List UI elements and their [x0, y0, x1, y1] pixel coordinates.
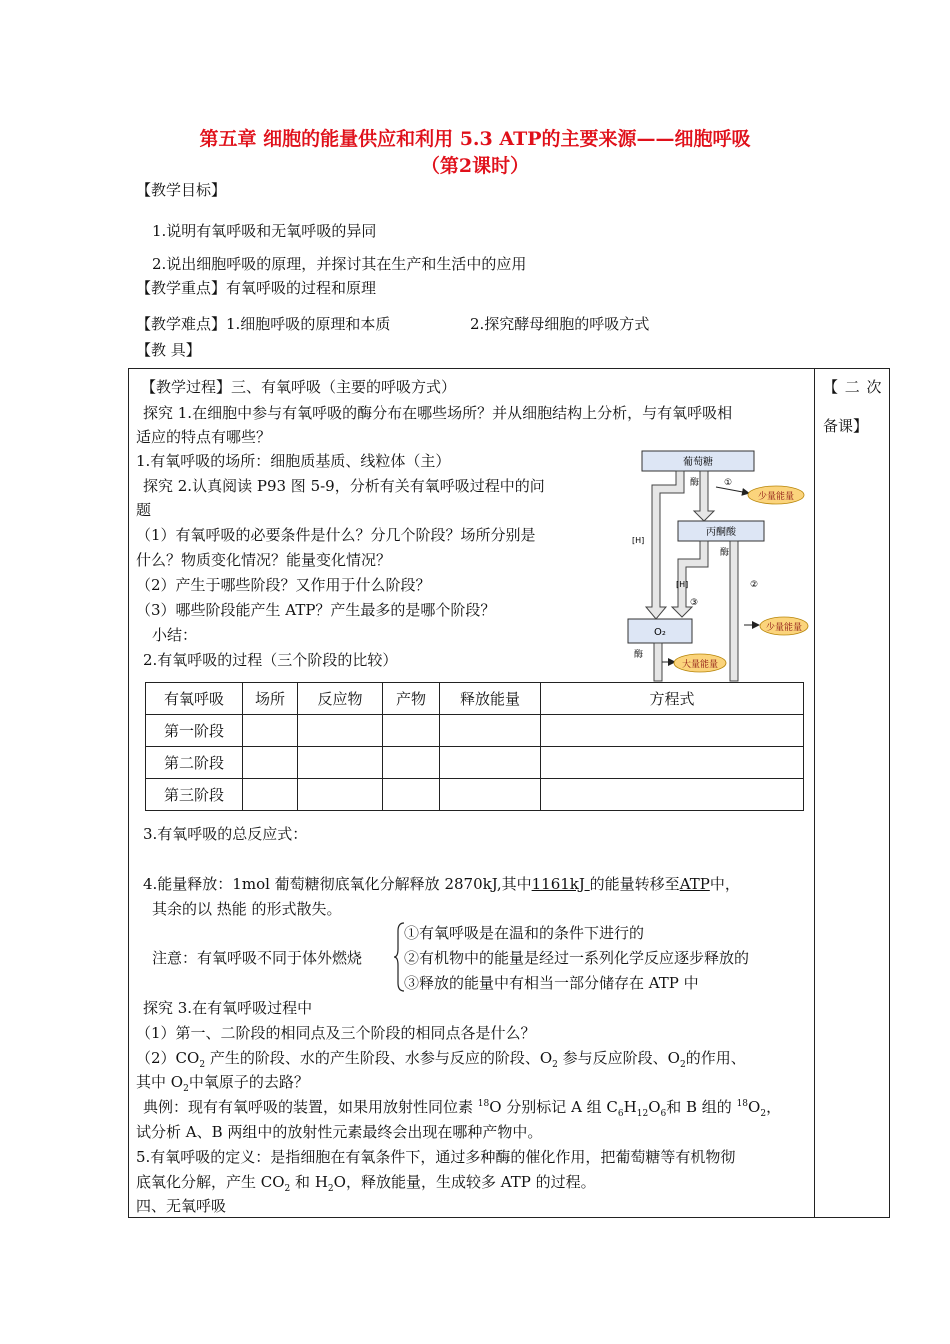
process-title: 2.有氧呼吸的过程（三个阶段的比较）	[143, 651, 398, 669]
column-divider	[814, 368, 815, 1218]
explore1-line2: 适应的特点有哪些？	[136, 428, 272, 446]
difficulty-2: 2.探究酵母细胞的呼吸方式	[470, 315, 650, 333]
question1-line2: 什么？物质变化情况？能量变化情况？	[136, 551, 392, 569]
header-cell: 释放能量	[440, 683, 541, 715]
water-path	[654, 643, 662, 681]
definition-line2: 底氧化分解，产生 $CO_2$ 和 $H_2O$，释放能量，生成较多 ATP 的过程。	[136, 1173, 596, 1194]
example-line1: 典例：现有有氧呼吸的装置，如果用放射性同位素 $^{18}$O 分别标记 A 组 $C_6H_{12}O_6$和 B 组的 $^{18}O_2$，	[143, 1098, 782, 1119]
row-label: 第一阶段	[146, 715, 243, 747]
question1-line1: （1）有氧呼吸的必要条件是什么？分几个阶段？场所分别是	[136, 526, 536, 544]
energy-release-line1: 4.能量释放：1mol 葡萄糖彻底氧化分解释放 2870kJ,其中1161kJ 的能量转移至ATP中，	[143, 875, 740, 893]
row-label: 第三阶段	[146, 779, 243, 811]
energy-release-line2: 其余的以 热能 的形式散失。	[152, 900, 342, 918]
goal-label: 【教学目标】	[136, 181, 227, 199]
explore3-question1: （1）第一、二阶段的相同点及三个阶段的相同点各是什么？	[136, 1024, 536, 1042]
question2: （2）产生于哪些阶段？又作用于什么阶段？	[136, 576, 431, 594]
note-item-3: ③释放的能量中有相当一部分储存在 ATP 中	[404, 974, 699, 992]
stage-comparison-table	[145, 682, 804, 811]
pyruvate-label: 丙酮酸	[706, 527, 736, 538]
header-cell: 产物	[383, 683, 440, 715]
summary-label: 小结：	[152, 626, 198, 644]
note-item-1: ①有氧呼吸是在温和的条件下进行的	[404, 924, 645, 942]
explore3: 探究 3.在有氧呼吸过程中	[143, 999, 313, 1017]
explore3-question2-line1: $(2)CO_2$ 产生的阶段、水的产生阶段、水参与反应的阶段、$O_2$ 参与反应阶段、$O_2$的作用、	[136, 1049, 746, 1070]
h-label-2: [H]	[676, 580, 689, 589]
enzyme-label-2: 酶	[720, 548, 730, 558]
document-title: 第五章 细胞的能量供应和利用 5.3 ATP的主要来源——细胞呼吸	[199, 128, 751, 150]
document-subtitle: （第2课时）	[420, 155, 530, 177]
enzyme-label-3: 酶	[634, 650, 644, 660]
explore2-line1: 探究 2.认真阅读 P93 图 5-9，分析有关有氧呼吸过程中的问	[143, 477, 545, 495]
aerobic-respiration-diagram	[620, 445, 810, 685]
section-anaerobic: 四、无氧呼吸	[136, 1197, 227, 1215]
question3: （3）哪些阶段能产生 ATP？产生最多的是哪个阶段？	[136, 601, 496, 619]
circle-2: ②	[750, 580, 759, 590]
table-row	[146, 747, 804, 779]
example-line2: 试分析 A、B 两组中的放射性元素最终会出现在哪种产物中。	[136, 1123, 543, 1141]
row-label: 第二阶段	[146, 747, 243, 779]
glucose-label: 葡萄糖	[683, 457, 713, 468]
table-row	[146, 715, 804, 747]
note-label: 注意：有氧呼吸不同于体外燃烧	[152, 949, 363, 967]
explore3-question2-line2: 其中 $O_2$中氧原子的去路？	[136, 1073, 309, 1094]
header-cell: 有氧呼吸	[146, 683, 243, 715]
difficulty: 【教学难点】1.细胞呼吸的原理和本质	[136, 315, 391, 333]
key-point: 【教学重点】有氧呼吸的过程和原理	[136, 279, 377, 297]
table-row	[146, 779, 804, 811]
tools-label: 【教 具】	[136, 341, 201, 359]
header-cell: 场所	[243, 683, 298, 715]
total-reaction: 3.有氧呼吸的总反应式：	[143, 825, 308, 843]
h-label-1: [H]	[632, 536, 645, 545]
respiration-site: 1.有氧呼吸的场所：细胞质基质、线粒体（主）	[136, 452, 451, 470]
header-cell: 反应物	[298, 683, 383, 715]
circle-3: ③	[690, 598, 699, 608]
small-energy-2-label: 少量能量	[765, 623, 803, 633]
side-note-line2: 备课】	[823, 417, 869, 435]
enzyme-label-1: 酶	[690, 478, 700, 488]
side-note-line1: 【 二 次	[823, 378, 883, 396]
goal-item-2: 2.说出细胞呼吸的原理，并探讨其在生产和生活中的应用	[152, 255, 527, 273]
circle-1: ①	[724, 478, 733, 488]
header-cell: 方程式	[541, 683, 804, 715]
note-item-2: ②有机物中的能量是经过一系列化学反应逐步释放的	[404, 949, 750, 967]
small-energy-1-label: 少量能量	[757, 492, 795, 502]
table-header-row	[146, 683, 804, 715]
large-energy-label: 大量能量	[681, 660, 719, 670]
co2-path	[730, 541, 738, 681]
goal-item-1: 1.说明有氧呼吸和无氧呼吸的异同	[152, 222, 377, 240]
explore1-line1: 探究 1.在细胞中参与有氧呼吸的酶分布在哪些场所？并从细胞结构上分析，与有氧呼吸相	[143, 404, 733, 422]
explore2-line2: 题	[136, 501, 152, 519]
process-heading: 【教学过程】三、有氧呼吸（主要的呼吸方式）	[141, 378, 457, 396]
oxygen-label: O₂	[654, 627, 666, 638]
definition-line1: 5.有氧呼吸的定义：是指细胞在有氧条件下，通过多种酶的催化作用，把葡萄糖等有机物彻	[136, 1148, 736, 1166]
